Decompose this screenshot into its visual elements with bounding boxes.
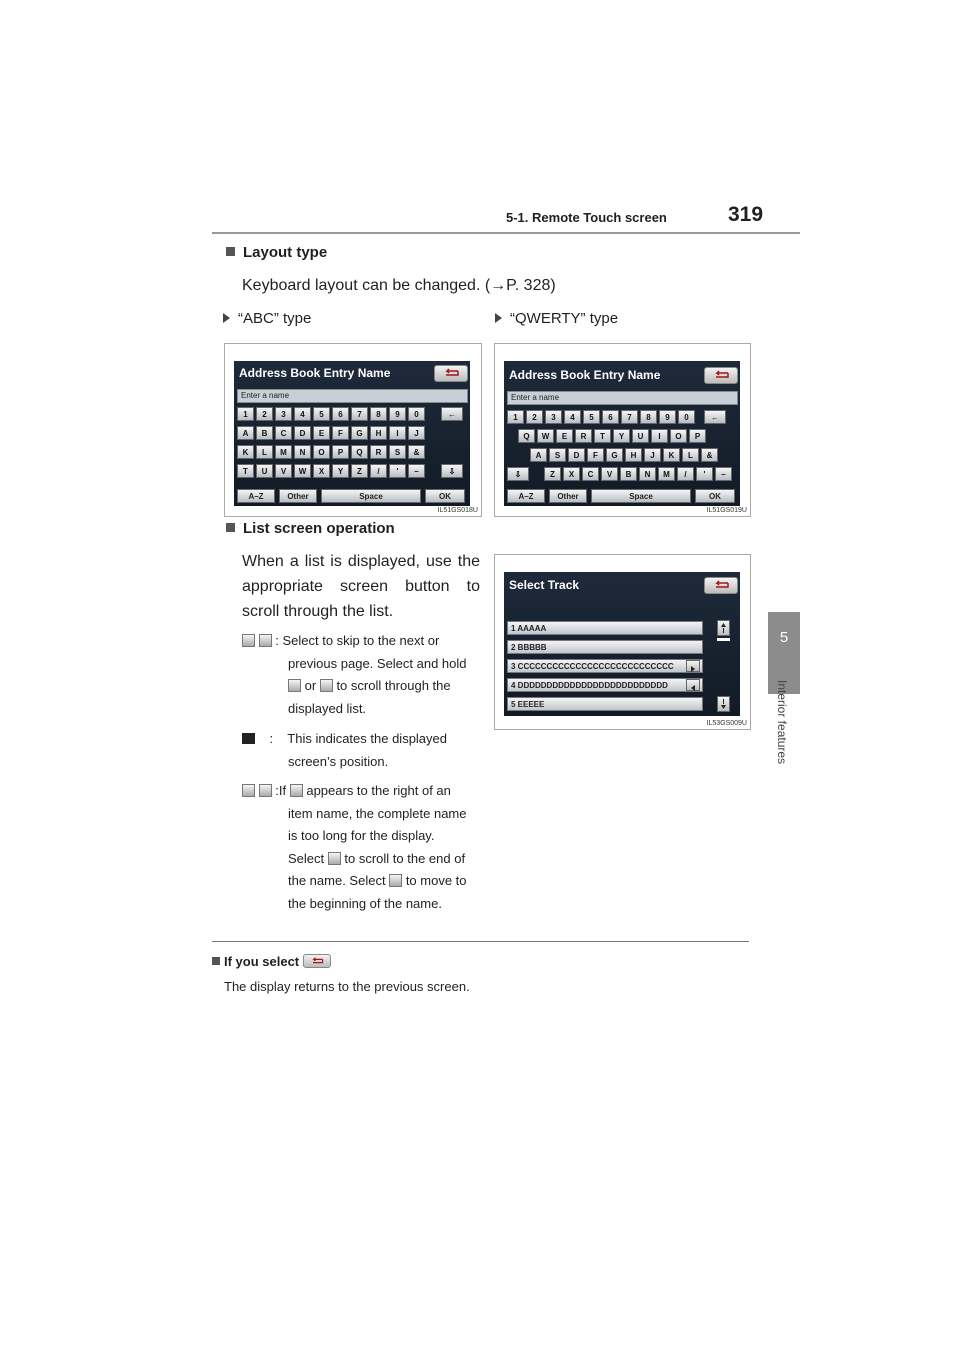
key[interactable]: Q	[351, 445, 368, 459]
page-up-button[interactable]	[717, 620, 730, 636]
key[interactable]: Y	[613, 429, 630, 443]
screen-title: Select Track	[509, 578, 580, 592]
list-item[interactable]: 3 CCCCCCCCCCCCCCCCCCCCCCCCCCC	[507, 659, 703, 673]
key[interactable]: N	[639, 467, 656, 481]
back-button[interactable]	[434, 365, 468, 382]
key[interactable]: E	[313, 426, 330, 440]
key[interactable]: 5	[313, 407, 330, 421]
key[interactable]: P	[332, 445, 349, 459]
position-description: : This indicates the displayed screen’s position.	[242, 728, 480, 773]
key[interactable]: 8	[370, 407, 387, 421]
qwerty-display	[504, 361, 740, 506]
note-text: The display returns to the previous screen.	[224, 979, 470, 994]
back-arrow-icon	[712, 580, 730, 590]
key[interactable]: J	[644, 448, 661, 462]
key[interactable]: 1	[237, 407, 254, 421]
key[interactable]: W	[294, 464, 311, 478]
scroll-right-icon	[328, 852, 341, 865]
square-bullet-icon	[226, 523, 235, 532]
key[interactable]: C	[275, 426, 292, 440]
page-up-icon	[718, 621, 729, 635]
key[interactable]: F	[587, 448, 604, 462]
list-item[interactable]: 5 EEEEE	[507, 697, 703, 711]
layout-type-text: Keyboard layout can be changed. (→P. 328)	[242, 277, 556, 294]
key[interactable]: C	[582, 467, 599, 481]
ok-button[interactable]: OK	[425, 489, 465, 503]
key[interactable]: A	[530, 448, 547, 462]
key[interactable]: J	[408, 426, 425, 440]
key[interactable]: B	[620, 467, 637, 481]
key[interactable]: S	[549, 448, 566, 462]
page-down-icon	[259, 634, 272, 647]
key[interactable]: /	[677, 467, 694, 481]
list-item[interactable]: 1 AAAAA	[507, 621, 703, 635]
scroll-name-description: :If appears to the right of an item name, the complete name is too long for the display. Select to scroll to the end of the name. Select to move to the beginning of the name.	[242, 780, 480, 915]
qwerty-caption: “QWERTY” type	[495, 310, 618, 327]
key[interactable]: O	[313, 445, 330, 459]
key[interactable]: 2	[526, 410, 543, 424]
section-title: 5-1. Remote Touch screen	[506, 210, 667, 225]
position-bar-icon	[242, 733, 255, 744]
back-arrow-icon	[712, 370, 730, 380]
key[interactable]: U	[256, 464, 273, 478]
key[interactable]: &	[408, 445, 425, 459]
page-down-button[interactable]	[717, 696, 730, 712]
key[interactable]: 6	[602, 410, 619, 424]
abc-display	[234, 361, 470, 506]
key[interactable]: X	[563, 467, 580, 481]
key[interactable]: D	[568, 448, 585, 462]
other-button[interactable]: Other	[549, 489, 587, 503]
other-button[interactable]: Other	[279, 489, 317, 503]
scroll-left-icon	[259, 784, 272, 797]
figure-code: IL53GS009U	[706, 720, 747, 727]
qwerty-screenshot	[494, 343, 751, 517]
page-down-icon	[320, 679, 333, 692]
chapter-number: 5	[779, 629, 789, 646]
key[interactable]: D	[294, 426, 311, 440]
scroll-left-icon	[687, 683, 699, 693]
scroll-right-icon	[687, 664, 699, 674]
back-button-icon	[303, 954, 331, 968]
key[interactable]: 7	[621, 410, 638, 424]
key[interactable]: 9	[659, 410, 676, 424]
key[interactable]: 3	[545, 410, 562, 424]
key[interactable]: Z	[351, 464, 368, 478]
triangle-bullet-icon	[495, 313, 502, 323]
key[interactable]: I	[389, 426, 406, 440]
key[interactable]: 4	[564, 410, 581, 424]
page-up-icon	[242, 634, 255, 647]
layout-type-heading: Layout type	[226, 244, 327, 261]
figure-code: IL51GS019U	[706, 507, 747, 514]
track-display	[504, 572, 740, 716]
scroll-right-button[interactable]	[686, 660, 700, 672]
key[interactable]: R	[370, 445, 387, 459]
page-up-icon	[288, 679, 301, 692]
key[interactable]: &	[701, 448, 718, 462]
ok-button[interactable]: OK	[695, 489, 735, 503]
list-item[interactable]: 2 BBBBB	[507, 640, 703, 654]
key[interactable]: T	[237, 464, 254, 478]
key[interactable]: Y	[332, 464, 349, 478]
position-bar	[717, 638, 730, 641]
key[interactable]: T	[594, 429, 611, 443]
key[interactable]: Z	[544, 467, 561, 481]
key[interactable]: –	[408, 464, 425, 478]
az-button[interactable]: A–Z	[507, 489, 545, 503]
key[interactable]: 1	[507, 410, 524, 424]
scroll-left-button[interactable]	[686, 679, 700, 691]
key[interactable]: H	[625, 448, 642, 462]
key[interactable]: O	[670, 429, 687, 443]
key[interactable]: 0	[408, 407, 425, 421]
scroll-right-icon	[242, 784, 255, 797]
figure-code: IL51GS018U	[437, 507, 478, 514]
name-input[interactable]: Enter a name	[237, 389, 468, 403]
key[interactable]: 0	[678, 410, 695, 424]
key[interactable]: V	[601, 467, 618, 481]
key[interactable]: 2	[256, 407, 273, 421]
scroll-left-icon	[389, 874, 402, 887]
key[interactable]: 5	[583, 410, 600, 424]
chapter-label: Interior features	[775, 680, 789, 765]
screen-title: Address Book Entry Name	[509, 368, 661, 382]
screen-title: Address Book Entry Name	[239, 366, 391, 380]
key[interactable]: 6	[332, 407, 349, 421]
key[interactable]: K	[663, 448, 680, 462]
select-track-screenshot	[494, 554, 751, 730]
key[interactable]: V	[275, 464, 292, 478]
key[interactable]: R	[575, 429, 592, 443]
space-button[interactable]: Space	[321, 489, 421, 503]
key[interactable]: 8	[640, 410, 657, 424]
key[interactable]: L	[256, 445, 273, 459]
key[interactable]: G	[351, 426, 368, 440]
shift-icon[interactable]: ⇩	[441, 464, 463, 478]
list-operation-heading: List screen operation	[226, 520, 395, 537]
key[interactable]: A	[237, 426, 254, 440]
backspace-icon[interactable]: ←	[704, 410, 726, 424]
backspace-icon[interactable]: ←	[441, 407, 463, 421]
key[interactable]: E	[556, 429, 573, 443]
triangle-bullet-icon	[223, 313, 230, 323]
key[interactable]: /	[370, 464, 387, 478]
abc-caption: “ABC” type	[223, 310, 311, 327]
abc-screenshot	[224, 343, 482, 517]
key[interactable]: M	[275, 445, 292, 459]
square-bullet-icon	[226, 247, 235, 256]
key[interactable]: –	[715, 467, 732, 481]
key[interactable]: 9	[389, 407, 406, 421]
key[interactable]: 7	[351, 407, 368, 421]
key[interactable]: X	[313, 464, 330, 478]
key[interactable]: N	[294, 445, 311, 459]
page-skip-description: : Select to skip to the next or previous page. Select and hold or to scroll through the displayed list.	[242, 630, 480, 720]
page-down-icon	[718, 697, 729, 711]
key[interactable]: 4	[294, 407, 311, 421]
note-rule	[212, 941, 749, 942]
key[interactable]: S	[389, 445, 406, 459]
key[interactable]: Q	[518, 429, 535, 443]
key[interactable]: 3	[275, 407, 292, 421]
key[interactable]: F	[332, 426, 349, 440]
list-item[interactable]: 4 DDDDDDDDDDDDDDDDDDDDDDDDDD	[507, 678, 703, 692]
scroll-right-icon	[290, 784, 303, 797]
square-bullet-icon	[212, 957, 220, 965]
key[interactable]: P	[689, 429, 706, 443]
key[interactable]: B	[256, 426, 273, 440]
header-rule	[212, 232, 800, 234]
back-arrow-icon	[442, 368, 460, 378]
name-input[interactable]: Enter a name	[507, 391, 738, 405]
shift-icon[interactable]: ⇩	[507, 467, 529, 481]
key[interactable]: U	[632, 429, 649, 443]
key[interactable]: '	[696, 467, 713, 481]
space-button[interactable]: Space	[591, 489, 691, 503]
key[interactable]: G	[606, 448, 623, 462]
key[interactable]: '	[389, 464, 406, 478]
key[interactable]: L	[682, 448, 699, 462]
back-button[interactable]	[704, 577, 738, 594]
list-operation-text: When a list is displayed, use the appropriate screen button to scroll through the list.	[242, 553, 480, 620]
key[interactable]: I	[651, 429, 668, 443]
key[interactable]: W	[537, 429, 554, 443]
back-button[interactable]	[704, 367, 738, 384]
page-number: 319	[728, 203, 764, 226]
key[interactable]: M	[658, 467, 675, 481]
az-button[interactable]: A–Z	[237, 489, 275, 503]
key[interactable]: K	[237, 445, 254, 459]
note-heading: If you select	[212, 954, 331, 969]
key[interactable]: H	[370, 426, 387, 440]
